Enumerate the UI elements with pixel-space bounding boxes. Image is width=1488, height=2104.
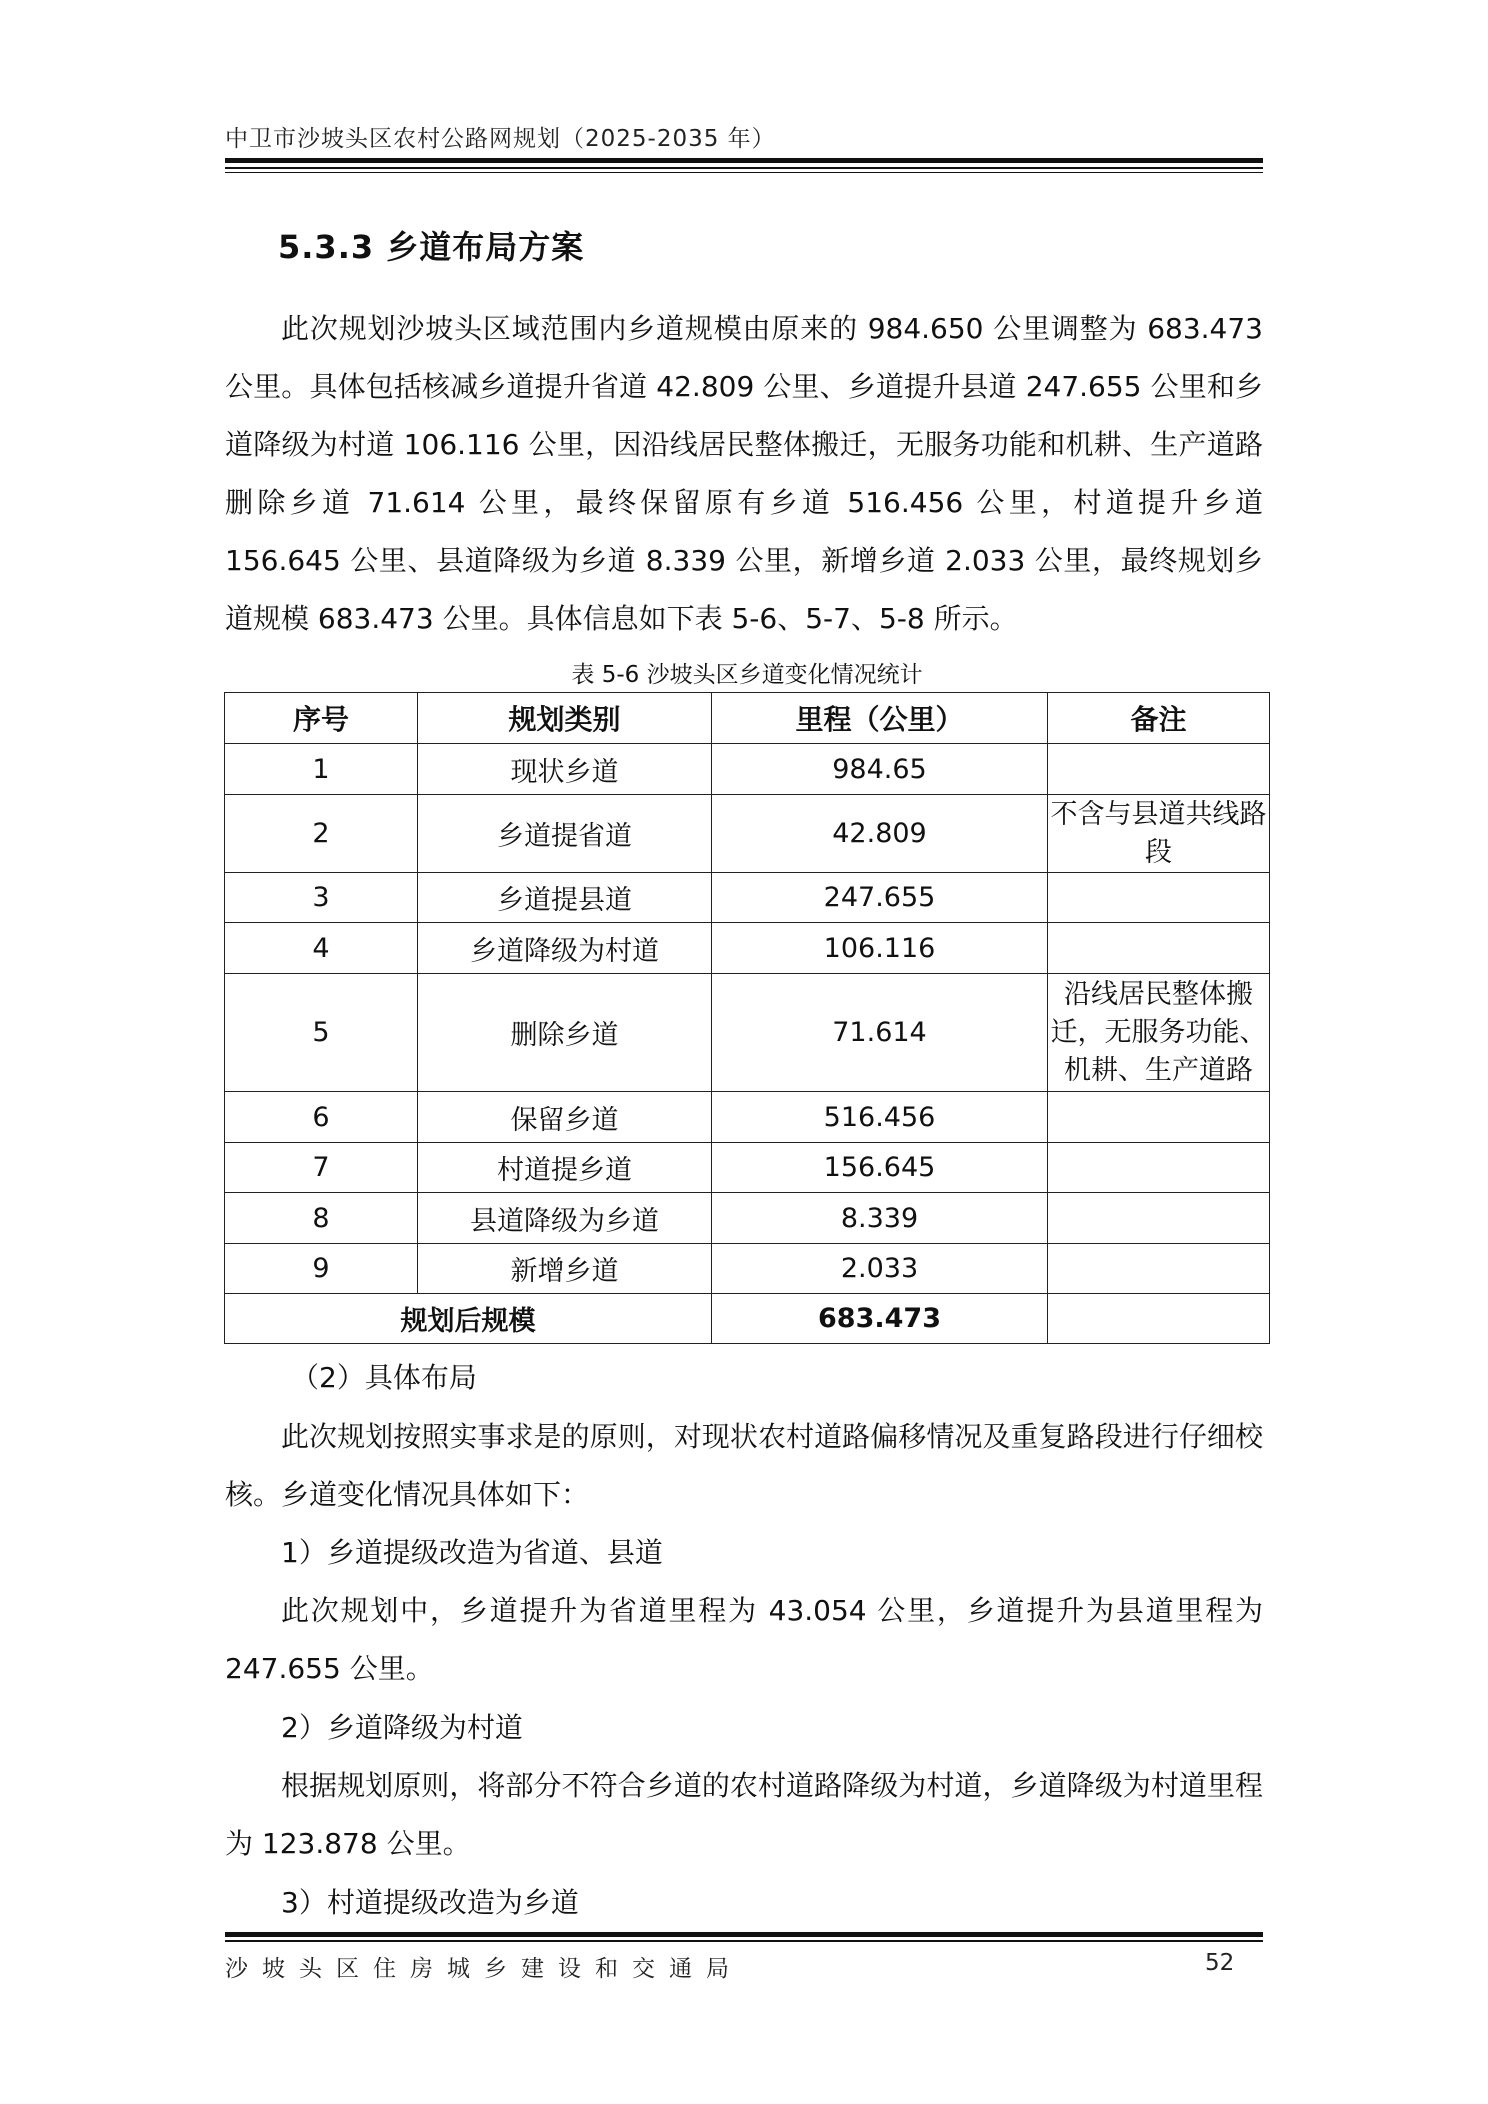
header-cell: 规划类别	[418, 693, 712, 744]
table-row	[225, 1143, 1270, 1193]
subsection-heading: （2）具体布局	[291, 1361, 477, 1394]
row-note	[1048, 923, 1270, 974]
footer-rule-thick	[225, 1932, 1263, 1937]
row-number: 7	[225, 1143, 418, 1193]
row-mileage: 516.456	[712, 1092, 1048, 1143]
row-mileage: 8.339	[712, 1193, 1048, 1244]
header-rule-thin-2	[225, 172, 1263, 173]
row-category: 保留乡道	[418, 1092, 712, 1143]
row-number: 2	[225, 795, 418, 873]
table-row	[225, 1244, 1270, 1294]
intro-paragraph: 此次规划沙坡头区域范围内乡道规模由原来的 984.650 公里调整为 683.473 公里。具体包括核减乡道提升省道 42.809 公里、乡道提升县道 247.655 公里和乡道降级为村道 106.116 公里，因沿线居民整体搬迁，无服务功能和机耕、生产道路删除乡道 71.614 公里，最终保留原有乡道 516.456 公里，村道提升乡道 156.645 公里、县道降级为乡道 8.339 公里，新增乡道 2.033 公里，最终规划乡道规模 683.473 公里。具体信息如下表 5-6、5-7、5-8 所示。	[225, 312, 1263, 635]
row-number: 5	[225, 974, 418, 1092]
row-number: 9	[225, 1244, 418, 1294]
layout-paragraph: 此次规划按照实事求是的原则，对现状农村道路偏移情况及重复路段进行仔细校核。乡道变化情况具体如下：	[225, 1420, 1263, 1511]
row-note	[1048, 1092, 1270, 1143]
row-mileage: 984.65	[712, 744, 1048, 795]
table-total-row	[225, 1294, 1270, 1344]
sub3-heading: 3）村道提级改造为乡道	[281, 1886, 579, 1919]
row-note	[1048, 873, 1270, 923]
table-row	[225, 974, 1270, 1092]
footer-rule-thin	[225, 1940, 1263, 1942]
row-mileage: 247.655	[712, 873, 1048, 923]
row-mileage: 42.809	[712, 795, 1048, 873]
table-row	[225, 1092, 1270, 1143]
row-number: 1	[225, 744, 418, 795]
header-cell: 序号	[225, 693, 418, 744]
table-caption: 表 5-6 沙坡头区乡道变化情况统计	[571, 662, 923, 688]
row-number: 8	[225, 1193, 418, 1244]
page-header-title: 中卫市沙坡头区农村公路网规划（2025-2035 年）	[225, 126, 776, 152]
footer-organization: 沙坡头区住房城乡建设和交通局	[225, 1956, 743, 1982]
row-number: 3	[225, 873, 418, 923]
total-mileage: 683.473	[712, 1294, 1048, 1344]
header-cell: 备注	[1048, 693, 1270, 744]
header-rule-thick	[225, 158, 1263, 163]
table-row	[225, 873, 1270, 923]
row-category: 村道提乡道	[418, 1143, 712, 1193]
table-row	[225, 744, 1270, 795]
row-category: 现状乡道	[418, 744, 712, 795]
row-note: 沿线居民整体搬迁，无服务功能、机耕、生产道路	[1048, 974, 1270, 1092]
row-number: 6	[225, 1092, 418, 1143]
row-mileage: 106.116	[712, 923, 1048, 974]
row-category: 删除乡道	[418, 974, 712, 1092]
row-note	[1048, 1244, 1270, 1294]
row-note	[1048, 1193, 1270, 1244]
mileage-change-table	[224, 692, 1270, 1344]
sub1-text: 此次规划中，乡道提升为省道里程为 43.054 公里，乡道提升为县道里程为 247.655 公里。	[225, 1594, 1263, 1685]
table-row	[225, 923, 1270, 974]
header-cell: 里程（公里）	[712, 693, 1048, 744]
row-number: 4	[225, 923, 418, 974]
section-title: 5.3.3 乡道布局方案	[278, 228, 585, 266]
row-note	[1048, 1143, 1270, 1193]
row-mileage: 71.614	[712, 974, 1048, 1092]
row-category: 新增乡道	[418, 1244, 712, 1294]
row-note	[1048, 744, 1270, 795]
row-category: 县道降级为乡道	[418, 1193, 712, 1244]
row-category: 乡道降级为村道	[418, 923, 712, 974]
row-note: 不含与县道共线路段	[1048, 795, 1270, 873]
total-label: 规划后规模	[225, 1294, 712, 1344]
table-row	[225, 1193, 1270, 1244]
row-category: 乡道提县道	[418, 873, 712, 923]
sub2-text: 根据规划原则，将部分不符合乡道的农村道路降级为村道，乡道降级为村道里程为 123.878 公里。	[225, 1769, 1263, 1860]
table-row	[225, 795, 1270, 873]
table-header-row	[225, 693, 1270, 744]
row-category: 乡道提省道	[418, 795, 712, 873]
row-mileage: 2.033	[712, 1244, 1048, 1294]
header-rule-thin	[225, 167, 1263, 169]
row-mileage: 156.645	[712, 1143, 1048, 1193]
total-note	[1048, 1294, 1270, 1344]
sub2-heading: 2）乡道降级为村道	[281, 1711, 523, 1744]
page-number: 52	[1205, 1950, 1235, 1976]
sub1-heading: 1）乡道提级改造为省道、县道	[281, 1536, 663, 1569]
